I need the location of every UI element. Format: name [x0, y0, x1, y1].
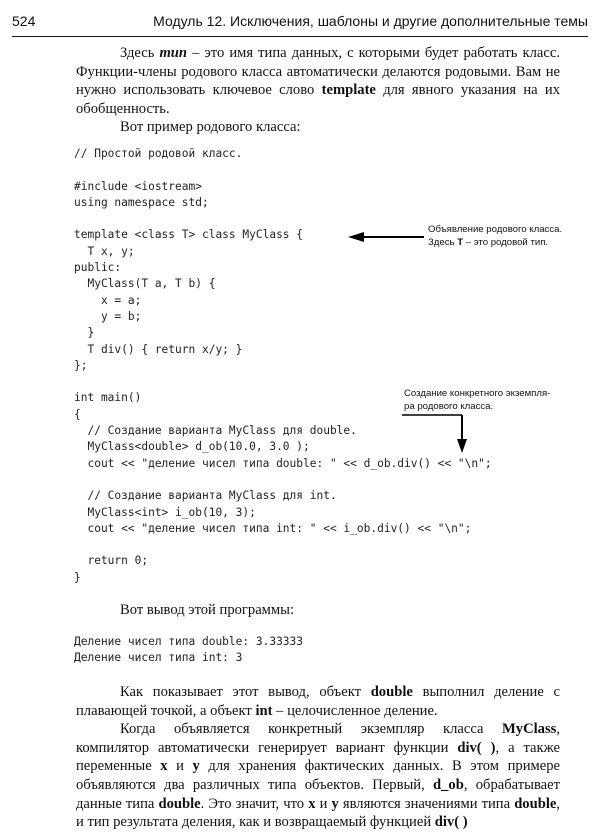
code-line: x = a; [74, 293, 142, 307]
code-line: MyClass<double> d_ob(10.0, 3.0 ); [74, 440, 310, 454]
code-line: T x, y; [74, 244, 135, 258]
output-heading: Вот вывод этой программы: [120, 602, 294, 618]
code-line: }; [74, 358, 88, 372]
callout-line: Создание конкретного экземпля- [404, 388, 551, 399]
code-line: } [74, 326, 95, 340]
example-intro: Вот пример родового класса: [120, 119, 301, 136]
callout-line: Объявление родового класса. [428, 224, 563, 235]
code-line: // Простой родовой класс. [74, 147, 243, 160]
output-line: Деление чисел типа int: 3 [74, 651, 243, 665]
code-line: // Создание варианта MyClass для double. [74, 424, 357, 438]
code-line: template <class T> class MyClass { [74, 228, 304, 242]
code-line: MyClass(T a, T b) { [74, 277, 216, 291]
template-keyword: template [321, 82, 376, 99]
arrow-head [457, 439, 467, 453]
code-line: return 0; [74, 554, 149, 568]
code-line: // Создание варианта MyClass для int. [74, 489, 337, 503]
code-line: } [74, 570, 81, 584]
type-word: тип [159, 45, 188, 61]
code-line: MyClass<int> i_ob(10, 3); [74, 505, 256, 519]
program-output [74, 634, 303, 667]
code-line: T div() { return x/y; } [74, 342, 243, 356]
code-line: { [74, 407, 81, 421]
callout-line: ра родового класса. [404, 401, 494, 412]
code-line: int main() [74, 391, 142, 405]
code-line: #include <iostream> [74, 179, 202, 193]
explanation-paragraph: Когда объявляется конкретный экземпляр класса MyClass, компилятор автоматически генерирует вариант функции div( ), а также переменные x и y для хранения фактических данных. В этом примере объявляются два различных типа объектов. Первый, d_ob, обрабатывает данные типа double. Это значит, что x и y являются значениями типа double, и тип результата деления, как и возвращаемый функцией div( ) [76, 721, 561, 831]
code-line: public: [74, 261, 122, 275]
code-line: cout << "деление чисел типа double: " << d_ob.div() << "\n"; [74, 456, 492, 470]
intro-paragraph: Здесь тип – это имя типа данных, с которыми будет работать класс. Функции-члены родового класса автоматически делаются родовыми. Вам не нужно использовать ключевое слово template для явного указания на их обобщенность. [76, 45, 560, 117]
running-title: Модуль 12. Исключения, шаблоны и другие дополнительные темы [153, 13, 588, 29]
explanation-paragraph: Как показывает этот вывод, объект double выполнил деление с плавающей точкой, а объект int – целочисленное деление. [76, 684, 560, 719]
code-line: using namespace std; [74, 195, 209, 209]
explanation-text [76, 683, 560, 832]
arrow-head [348, 232, 364, 242]
code-line: y = b; [74, 309, 142, 323]
output-line: Деление чисел типа double: 3.33333 [74, 635, 304, 648]
callout-line: Здесь T – это родовой тип. [428, 237, 549, 248]
page-number: 524 [12, 13, 36, 29]
code-line: cout << "деление чисел типа int: " << i_ob.div() << "\n"; [74, 521, 472, 535]
